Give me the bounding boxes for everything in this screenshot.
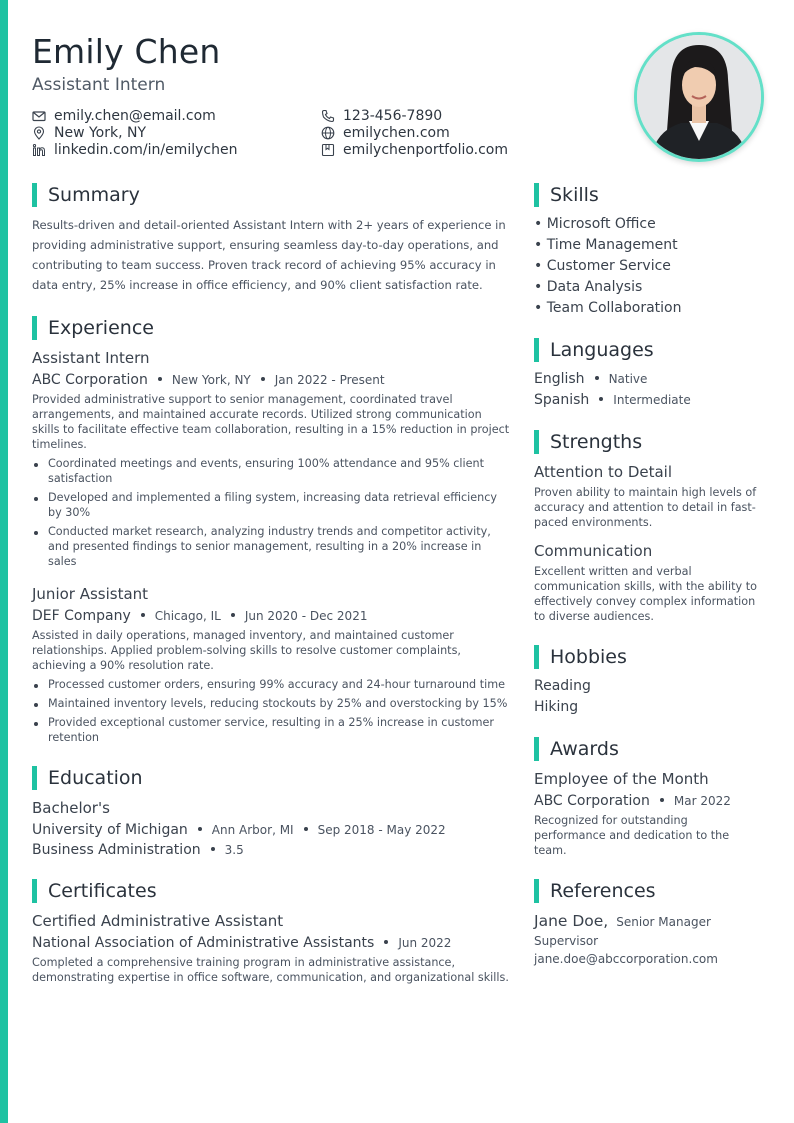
strength-name: Attention to Detail (534, 463, 673, 481)
list-item: Developed and implemented a filing system, increasing data retrieval efficiency by 30% (32, 490, 510, 520)
portfolio-text: emilychenportfolio.com (343, 142, 509, 158)
job-location: Chicago, IL (154, 609, 221, 623)
separator-dot (261, 377, 265, 381)
job-company: ABC Corporation (32, 372, 148, 388)
strength-text: Excellent written and verbal communication skills, with the ability to effectively convey complex information to diverse audiences. (534, 565, 757, 623)
skill-item: • Data Analysis (534, 279, 643, 295)
contact-email[interactable] (32, 108, 216, 124)
separator-dot (595, 376, 599, 380)
website-text: emilychen.com (343, 125, 450, 141)
profile-photo (634, 32, 764, 162)
linkedin-icon (32, 143, 46, 157)
job-description: Assisted in daily operations, managed inventory, and maintained customer relationships. Applied problem-solving skills to resolve customer complaints, achieving a 90% resolution rate. (32, 629, 461, 672)
left-column (32, 182, 510, 985)
strength-item (534, 463, 762, 530)
certificate-description: Completed a comprehensive training program in administrative assistance, demonstrating expertise in office software, communication, and organizational skills. (32, 956, 509, 984)
reference-name: Jane Doe, (534, 912, 609, 930)
references-heading: References (534, 878, 762, 904)
contact-linkedin[interactable] (32, 142, 237, 158)
separator-dot (384, 940, 388, 944)
education-heading: Education (32, 765, 510, 791)
profile-photo-image (637, 35, 761, 159)
hobbies-heading: Hobbies (534, 644, 762, 670)
accent-bar (0, 0, 8, 1123)
summary-heading: Summary (32, 182, 510, 208)
job-entry (32, 585, 510, 745)
phone-icon (321, 109, 335, 123)
certificates-heading: Certificates (32, 878, 510, 904)
education-field: Business Administration (32, 842, 201, 858)
certificate-entry (32, 912, 510, 985)
job-title: Junior Assistant (32, 585, 149, 603)
portfolio-icon (321, 143, 335, 157)
separator-dot (158, 377, 162, 381)
right-column (534, 182, 762, 966)
separator-dot (211, 847, 215, 851)
education-location: Ann Arbor, MI (211, 823, 294, 837)
language-name: Spanish (534, 392, 590, 408)
reference-name-row (534, 912, 762, 930)
job-meta (32, 608, 510, 624)
hobby-item: Reading (534, 678, 591, 694)
contact-phone[interactable] (321, 108, 442, 124)
certificate-name: Certified Administrative Assistant (32, 912, 284, 930)
award-entry (534, 770, 762, 858)
languages-list (534, 369, 762, 411)
list-item: Conducted market research, analyzing industry trends and competitor activity, and presented findings to senior management, resulting in a 20% increase in sales (32, 524, 510, 569)
certificate-date: Jun 2022 (398, 936, 452, 950)
contact-portfolio[interactable] (321, 142, 508, 158)
strength-text: Proven ability to maintain high levels of accuracy and attention to detail in fast-paced environments. (534, 486, 757, 529)
strength-name: Communication (534, 542, 653, 560)
job-location: New York, NY (171, 373, 251, 387)
education-entry (32, 799, 510, 858)
reference-entry (534, 912, 762, 966)
language-level: Intermediate (613, 393, 691, 407)
separator-dot (198, 827, 202, 831)
award-meta (534, 793, 762, 809)
globe-icon (321, 126, 335, 140)
job-dates: Jan 2022 - Present (274, 373, 385, 387)
job-title: Assistant Intern (32, 349, 150, 367)
certificate-meta (32, 935, 510, 951)
education-field-row (32, 842, 510, 858)
linkedin-text: linkedin.com/in/emilychen (54, 142, 238, 158)
skill-item: • Team Collaboration (534, 300, 682, 316)
separator-dot (660, 798, 664, 802)
certificate-issuer: National Association of Administrative Assistants (32, 935, 375, 951)
job-bullets (32, 677, 510, 745)
skill-item: • Customer Service (534, 258, 671, 274)
contact-website[interactable] (321, 125, 450, 141)
skill-item: • Microsoft Office (534, 216, 656, 232)
skill-item: • Time Management (534, 237, 678, 253)
award-text: Recognized for outstanding performance and dedication to the team. (534, 814, 730, 857)
languages-heading: Languages (534, 337, 762, 363)
candidate-name: Emily Chen (32, 32, 221, 71)
award-name: Employee of the Month (534, 770, 709, 788)
award-org: ABC Corporation (534, 793, 650, 809)
education-dates: Sep 2018 - May 2022 (317, 823, 446, 837)
location-pin-icon (32, 126, 46, 140)
list-item: Coordinated meetings and events, ensuring 100% attendance and 95% client satisfaction (32, 456, 510, 486)
language-item (534, 390, 762, 411)
job-meta (32, 372, 510, 388)
language-item (534, 369, 762, 390)
job-company: DEF Company (32, 608, 131, 624)
separator-dot (304, 827, 308, 831)
reference-relation: Supervisor (534, 934, 599, 948)
education-meta (32, 822, 510, 838)
phone-text: 123-456-7890 (343, 108, 443, 124)
language-level: Native (608, 372, 648, 386)
education-gpa: 3.5 (224, 843, 244, 857)
hobby-item: Hiking (534, 699, 579, 715)
experience-heading: Experience (32, 315, 510, 341)
email-icon (32, 109, 46, 123)
education-degree: Bachelor's (32, 799, 110, 817)
skills-heading: Skills (534, 182, 762, 208)
reference-position: Senior Manager (616, 915, 711, 929)
job-dates: Jun 2020 - Dec 2021 (244, 609, 368, 623)
reference-email[interactable]: jane.doe@abccorporation.com (534, 952, 718, 966)
separator-dot (141, 613, 145, 617)
email-text: emily.chen@email.com (54, 108, 216, 124)
education-school: University of Michigan (32, 822, 188, 838)
contact-location (32, 125, 146, 141)
separator-dot (599, 397, 603, 401)
strengths-heading: Strengths (534, 429, 762, 455)
separator-dot (231, 613, 235, 617)
language-name: English (534, 371, 585, 387)
summary-text: Results-driven and detail-oriented Assistant Intern with 2+ years of experience in providing administrative support, ensuring seamless day-to-day operations, and contributing to team success. Proven track record of achieving 95% accuracy in data entry, 25% increase in office efficiency, and 90% client satisfaction rate. (32, 218, 506, 292)
list-item: Maintained inventory levels, reducing stockouts by 25% and overstocking by 15% (32, 696, 510, 711)
candidate-role: Assistant Intern (32, 75, 166, 95)
job-entry (32, 349, 510, 569)
award-date: Mar 2022 (673, 794, 731, 808)
skills-list (534, 214, 762, 319)
list-item: Processed customer orders, ensuring 99% accuracy and 24-hour turnaround time (32, 677, 510, 692)
job-description: Provided administrative support to senior management, coordinated travel arrangements, and maintained accurate records. Utilized strong communication skills to facilitate effective team collaboration, resulting in a 15% reduction in project timelines. (32, 393, 510, 451)
location-text: New York, NY (54, 125, 147, 141)
hobbies-list (534, 676, 762, 718)
awards-heading: Awards (534, 736, 762, 762)
list-item: Provided exceptional customer service, resulting in a 25% increase in customer retention (32, 715, 510, 745)
job-bullets (32, 456, 510, 569)
strength-item (534, 542, 762, 624)
